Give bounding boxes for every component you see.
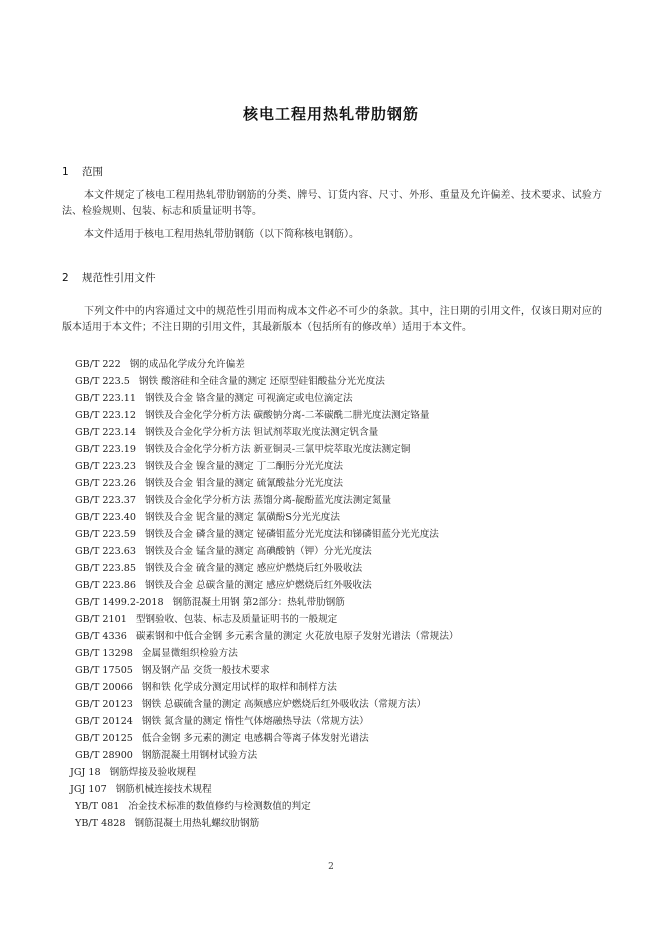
reference-item [75, 697, 426, 713]
page-number: 2 [328, 862, 334, 872]
reference-title: 钢铁及合金化学分析方法 碳酸钠分离-二苯碳酰二肼光度法测定铬量 [144, 410, 430, 421]
reference-item [75, 459, 343, 475]
reference-item [75, 748, 257, 764]
reference-item [75, 680, 337, 696]
reference-title: 钢铁 氮含量的测定 惰性气体熔融热导法（常规方法） [141, 716, 369, 727]
reference-title: 钢铁及合金 钼含量的测定 硫氰酸盐分光光度法 [144, 478, 343, 489]
reference-code: GB/T 223.40 [75, 512, 136, 523]
reference-item [75, 476, 343, 492]
reference-code: GB/T 223.63 [75, 546, 136, 557]
paragraph-scope-2: 本文件适用于核电工程用热轧带肋钢筋（以下简称核电钢筋）。 [84, 229, 359, 240]
reference-title: 钢铁及合金化学分析方法 钽试剂萃取光度法测定钒含量 [144, 427, 379, 438]
reference-title: 钢及钢产品 交货一般技术要求 [141, 665, 270, 676]
reference-title: 钢铁及合金 锰含量的测定 高碘酸钠（钾）分光光度法 [144, 546, 372, 557]
reference-item [75, 646, 238, 662]
reference-code: YB/T 081 [75, 801, 120, 812]
reference-code: GB/T 28900 [75, 750, 133, 761]
section-title: 规范性引用文件 [82, 272, 156, 284]
reference-title: 钢筋焊接及验收规程 [109, 767, 196, 778]
reference-code: GB/T 223.23 [75, 461, 136, 472]
reference-title: 低合金钢 多元素的测定 电感耦合等离子体发射光谱法 [141, 733, 369, 744]
reference-item [75, 595, 345, 611]
reference-item [75, 442, 410, 458]
reference-title: 钢筋机械连接技术规程 [115, 784, 212, 795]
reference-title: 型钢验收、包装、标志及质量证明书的一般规定 [135, 614, 338, 625]
reference-code: GB/T 20066 [75, 682, 133, 693]
reference-title: 钢筋混凝土用钢材试验方法 [141, 750, 258, 761]
reference-item [75, 816, 259, 832]
reference-code: YB/T 4828 [75, 818, 126, 829]
reference-code: GB/T 223.14 [75, 427, 136, 438]
section-title: 范围 [82, 166, 103, 178]
reference-code: GB/T 4336 [75, 631, 127, 642]
reference-code: GB/T 222 [75, 359, 121, 370]
reference-title: 钢铁及合金化学分析方法 新亚铜灵-三氯甲烷萃取光度法测定铜 [144, 444, 411, 455]
reference-item [75, 527, 439, 543]
reference-code: JGJ 107 [70, 784, 107, 795]
reference-title: 碳素钢和中低合金钢 多元素含量的测定 火花放电原子发射光谱法（常规法） [135, 631, 459, 642]
reference-code: GB/T 2101 [75, 614, 127, 625]
reference-title: 钢和铁 化学成分测定用试样的取样和制样方法 [141, 682, 337, 693]
section-heading-scope [62, 164, 103, 179]
reference-code: GB/T 20124 [75, 716, 133, 727]
reference-item [75, 663, 270, 679]
reference-code: GB/T 223.59 [75, 529, 136, 540]
reference-title: 钢铁及合金 镍含量的测定 丁二酮肟分光光度法 [144, 461, 343, 472]
reference-item [75, 493, 391, 509]
reference-item [75, 578, 372, 594]
reference-item [75, 357, 245, 373]
reference-title: 钢铁及合金 铌含量的测定 氯磺酚S分光光度法 [144, 512, 340, 523]
section-heading-normative-references [62, 270, 156, 285]
reference-code: GB/T 223.5 [75, 376, 130, 387]
reference-code: GB/T 223.37 [75, 495, 136, 506]
reference-item [75, 408, 429, 424]
paragraph-references-intro: 下列文件中的内容通过文中的规范性引用而构成本文件必不可少的条款。其中，注日期的引用文件，仅该日期对应的版本适用于本文件；不注日期的引用文件，其最新版本（包括所有的修改单）适用于本文件。 [62, 306, 602, 333]
reference-code: GB/T 13298 [75, 648, 133, 659]
reference-code: GB/T 223.86 [75, 580, 136, 591]
reference-code: GB/T 223.11 [75, 393, 136, 404]
reference-title: 钢铁及合金 总碳含量的测定 感应炉燃烧后红外吸收法 [144, 580, 372, 591]
reference-item [75, 544, 372, 560]
reference-title: 金属显微组织检验方法 [141, 648, 238, 659]
reference-item [75, 731, 369, 747]
reference-title: 钢铁 酸溶硅和全硅含量的测定 还原型硅钼酸盐分光光度法 [138, 376, 385, 387]
reference-code: JGJ 18 [70, 767, 101, 778]
document-title: 核电工程用热轧带肋钢筋 [242, 105, 419, 123]
reference-title: 钢筋混凝土用钢 第2部分：热轧带肋钢筋 [172, 597, 345, 608]
section-number: 2 [62, 272, 69, 284]
reference-title: 钢铁及合金 硫含量的测定 感应炉燃烧后红外吸收法 [144, 563, 363, 574]
reference-code: GB/T 20125 [75, 733, 133, 744]
reference-title: 钢铁及合金 磷含量的测定 铋磷钼蓝分光光度法和锑磷钼蓝分光光度法 [144, 529, 439, 540]
reference-item [75, 425, 378, 441]
reference-code: GB/T 223.85 [75, 563, 136, 574]
section-number: 1 [62, 166, 69, 178]
reference-title: 钢筋混凝土用热轧螺纹肋钢筋 [134, 818, 260, 829]
reference-code: GB/T 223.26 [75, 478, 136, 489]
reference-item [75, 374, 385, 390]
reference-title: 钢的成品化学成分允许偏差 [129, 359, 245, 370]
reference-item [75, 629, 459, 645]
reference-title: 钢铁 总碳硫含量的测定 高频感应炉燃烧后红外吸收法（常规方法） [141, 699, 427, 710]
reference-code: GB/T 223.19 [75, 444, 136, 455]
reference-code: GB/T 17505 [75, 665, 133, 676]
reference-title: 钢铁及合金 铬含量的测定 可视滴定或电位滴定法 [144, 393, 353, 404]
reference-item [75, 391, 353, 407]
reference-code: GB/T 223.12 [75, 410, 136, 421]
reference-title: 冶金技术标准的数值修约与检测数值的判定 [128, 801, 311, 812]
reference-item [75, 714, 369, 730]
reference-item [70, 782, 212, 798]
reference-title: 钢铁及合金化学分析方法 蒸馏分离-靛酚蓝光度法测定氮量 [144, 495, 392, 506]
reference-item [75, 510, 340, 526]
reference-item [75, 561, 362, 577]
reference-item [75, 799, 311, 815]
reference-code: GB/T 20123 [75, 699, 133, 710]
paragraph-scope-1: 本文件规定了核电工程用热轧带肋钢筋的分类、牌号、订货内容、尺寸、外形、重量及允许偏差、技术要求、试验方法、检验规则、包装、标志和质量证明书等。 [62, 190, 602, 217]
reference-code: GB/T 1499.2-2018 [75, 597, 164, 608]
reference-item [70, 765, 196, 781]
reference-item [75, 612, 337, 628]
